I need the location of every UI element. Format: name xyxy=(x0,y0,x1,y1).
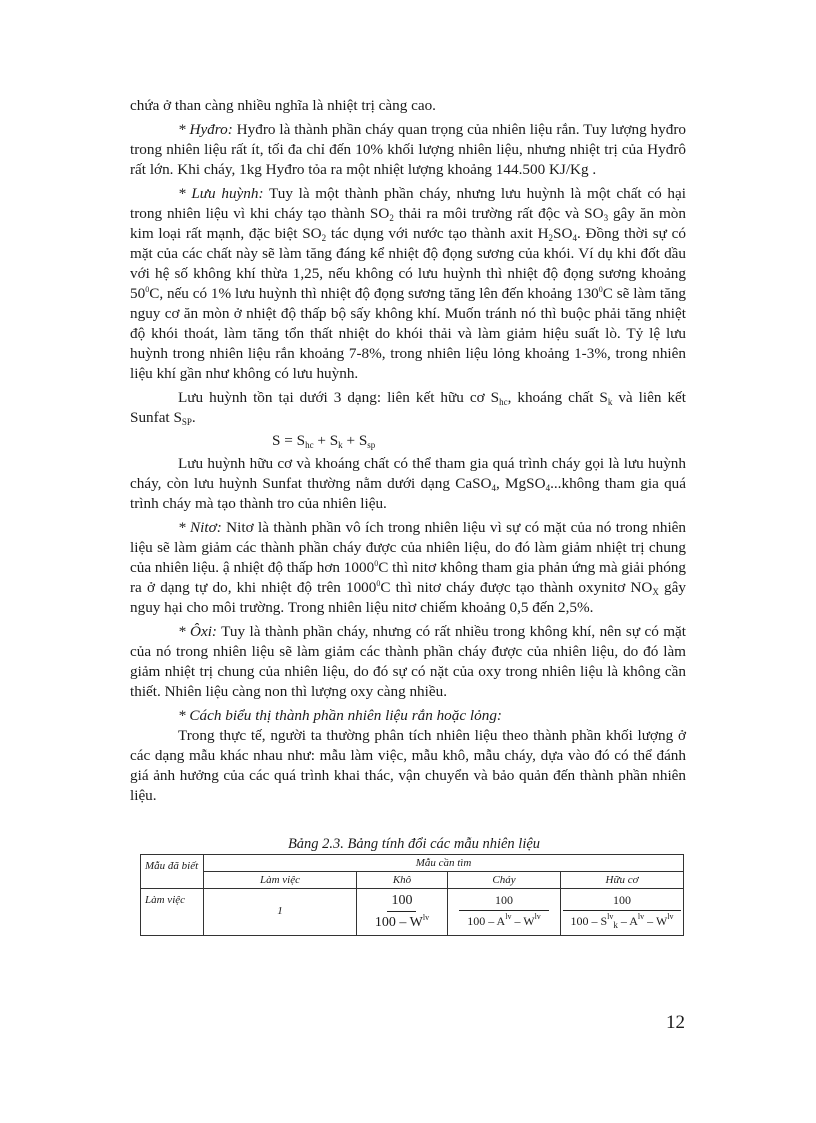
subscript: SP xyxy=(181,417,192,427)
subscript: hc xyxy=(499,397,508,407)
denominator-text: – W xyxy=(644,914,668,928)
superscript: lv xyxy=(505,912,512,921)
oxygen-heading: * Ôxi: xyxy=(178,623,217,640)
superscript: 0 xyxy=(145,285,150,294)
page-body xyxy=(130,96,686,936)
denominator-text: – W xyxy=(511,914,535,928)
superscript: lv xyxy=(607,912,614,921)
fraction-burn xyxy=(459,893,549,929)
fraction-numerator: 100 xyxy=(387,893,416,912)
hydro-text: Hyđro là thành phần cháy quan trọng của nhiên liệu rắn. Tuy lượng hyđro trong nhiên liệu rất ít, tối đa chỉ đến 10% khối lượng nhiên liệu, nhưng nhiệt trị của Hyđrô rất lớn. Khi cháy, 1kg Hyđro tỏa ra một nhiệt lượng khoảng 144.500 KJ/Kg . xyxy=(130,121,686,178)
denominator-text: 100 – S xyxy=(570,914,608,928)
denominator-text: 100 – W xyxy=(374,915,423,930)
sulfur-text: C, nếu có 1% lưu huỳnh thì nhiệt độ đọng sương tăng lên đến khoảng 130 xyxy=(149,285,599,302)
forms-text: . xyxy=(191,409,196,426)
group-header-cell xyxy=(204,855,684,872)
row-header-label: Mẫu đã biết xyxy=(145,860,199,872)
nitrogen-text: gây nguy hại cho môi trường. Trong nhiên liệu nitơ chiếm khoảng 0,5 đến 2,5%. xyxy=(130,579,686,616)
nitrogen-text: C thì nitơ không tham gia phản ứng mà giải phóng ra ở dạng tự do, khi nhiệt độ trên 1000 xyxy=(130,559,686,596)
superscript: 0 xyxy=(374,559,379,568)
column-header-label: Cháy xyxy=(492,874,516,886)
table-caption: Bảng 2.3. Bảng tính đổi các mẫu nhiên liệu xyxy=(287,836,541,852)
fraction-numerator: 100 xyxy=(459,893,549,911)
row-label: Làm việc xyxy=(145,894,186,906)
oxygen-text: Tuy là thành phần cháy, nhưng có rất nhiều trong không khí, nên sự có mặt của nó trong nhiên liệu sẽ làm giảm các thành phần cháy được của nhiên liệu, do đó làm giảm nhiệt trị chung của nhiên liệu, do đó sự có nặt của oxy trong nhiên liệu là không cần thiết. Nhiên liệu càng non thì lượng oxy càng nhiều. xyxy=(130,623,686,700)
column-header xyxy=(357,872,448,889)
subscript: sp xyxy=(367,440,376,450)
sulfur-text: SO xyxy=(553,225,573,242)
superscript: 0 xyxy=(376,579,381,588)
subscript: 2 xyxy=(548,233,554,243)
paragraph-method-heading xyxy=(130,706,686,726)
paragraph-organic-sulfur xyxy=(130,454,686,514)
table-header-row xyxy=(141,855,684,872)
table-row xyxy=(141,889,684,936)
sulfur-text: thải ra môi trường rất độc và SO xyxy=(393,205,604,222)
table-cell xyxy=(561,889,684,936)
sulfur-text: C sẽ làm tăng nguy cơ ăn mòn ở nhiệt độ thấp bộ sấy không khí. Muốn tránh nó thì buộc phải tăng nhiệt độ khói thoát, làm tăng tổn thất nhiệt do khói thải và làm giảm hiệu suất lò. Tỷ lệ lưu huỳnh trong nhiên liệu rắn khoảng 7-8%, trong nhiên liệu lỏng khoảng 1-3%, trong nhiên liệu khí gần như không có lưu huỳnh. xyxy=(130,285,687,382)
table-cell xyxy=(357,889,448,936)
subscript: k xyxy=(607,397,613,407)
superscript: 0 xyxy=(598,285,603,294)
group-header-label: Mẫu cần tìm xyxy=(415,857,472,869)
paragraph-sulfur-forms xyxy=(130,388,686,428)
nitrogen-text: C thì nitơ cháy được tạo thành oxynitơ NO xyxy=(380,579,653,596)
denominator-text: 100 – A xyxy=(467,914,506,928)
row-header-cell xyxy=(141,855,204,889)
subscript: 4 xyxy=(545,483,551,493)
organic-text: ...không tham gia quá trình cháy mà tạo thành tro của nhiên liệu. xyxy=(130,475,687,512)
denominator-text: – A xyxy=(617,914,638,928)
subscript: 4 xyxy=(491,483,497,493)
table-cell xyxy=(448,889,561,936)
cell-value: 1 xyxy=(277,905,283,917)
fraction-denominator xyxy=(375,912,429,931)
column-header-label: Khô xyxy=(392,874,412,886)
table-cell xyxy=(204,889,357,936)
organic-text: , MgSO xyxy=(496,475,546,492)
column-header xyxy=(204,872,357,889)
subscript: k xyxy=(613,920,618,930)
table-column-row xyxy=(141,872,684,889)
paragraph-practice: Trong thực tế, người ta thường phân tích nhiên liệu theo thành phần khối lượng ở các dạng mẫu khác nhau như: mẫu làm việc, mẫu khô, mẫu cháy, dựa vào đó có thể đánh giá ảnh hưởng của các quá trình khai thác, vận chuyển và bảo quản đến thành phần nhiên liệu. xyxy=(130,727,686,804)
superscript: lv xyxy=(667,912,674,921)
fraction-dry xyxy=(375,893,429,931)
subscript: 2 xyxy=(389,213,394,223)
column-header xyxy=(561,872,684,889)
hydro-heading: * Hyđro: xyxy=(178,121,233,138)
formula-text: + S xyxy=(313,432,339,449)
paragraph-nitrogen xyxy=(130,518,686,618)
paragraph-hydro xyxy=(130,120,686,180)
superscript: lv xyxy=(422,913,430,922)
paragraph-intro: chứa ở than càng nhiều nghĩa là nhiệt trị càng cao. xyxy=(130,97,436,114)
conversion-table xyxy=(140,854,684,936)
sulfur-text: . Đồng thời sự có mặt của các chất này sẽ làm tăng đáng kể nhiệt độ đọng sương của khói. Ví dụ khi đốt dầu với hệ số không khí thừa 1,25, nếu không có lưu huỳnh thì nhiệt độ đọng sương khoảng 50 xyxy=(130,225,686,302)
superscript: lv xyxy=(534,912,541,921)
row-label-cell xyxy=(141,889,204,936)
sulfur-text: gây ăn mòn kim loại rất mạnh, đặc biệt SO xyxy=(130,205,686,242)
subscript: hc xyxy=(305,440,314,450)
fraction-denominator xyxy=(570,911,673,929)
fraction-denominator xyxy=(467,911,541,929)
sulfur-text: Tuy là một thành phần cháy, nhưng lưu huỳnh là một chất có hại trong nhiên liệu vì khi cháy tạo thành SO xyxy=(130,185,686,222)
subscript: X xyxy=(652,587,659,597)
paragraph-oxygen xyxy=(130,622,686,702)
column-header-label: Hữu cơ xyxy=(605,874,639,886)
nitrogen-text: Nitơ là thành phần vô ích trong nhiên liệu vì sự có mặt của nó trong nhiên liệu sẽ làm giảm các thành phần cháy được của nhiên liệu, do đó làm giảm nhiệt trị chung của nhiên liệu. ậ nhiệt độ thấp hơn 1000 xyxy=(130,519,686,576)
organic-text: Lưu huỳnh hữu cơ và khoáng chất có thể tham gia quá trình cháy gọi là lưu huỳnh cháy, còn lưu huỳnh Sunfat thường nằm dưới dạng CaSO xyxy=(130,455,686,492)
column-header xyxy=(448,872,561,889)
nitrogen-heading: * Nitơ: xyxy=(178,519,222,536)
forms-text: Lưu huỳnh tồn tại dưới 3 dạng: liên kết hữu cơ S xyxy=(178,389,500,406)
forms-text: , khoáng chất S xyxy=(507,389,608,406)
sulfur-text: tác dụng với nước tạo thành axit H xyxy=(326,225,549,242)
subscript: 3 xyxy=(603,213,609,223)
subscript: 2 xyxy=(321,233,327,243)
superscript: lv xyxy=(637,912,645,921)
method-heading: * Cách biểu thị thành phần nhiên liệu rắn hoặc lỏng: xyxy=(178,707,502,724)
paragraph-sulfur xyxy=(130,184,686,384)
page-number: 12 xyxy=(666,1012,685,1033)
subscript: k xyxy=(338,440,343,450)
sulfur-heading: * Lưu huỳnh: xyxy=(178,185,264,202)
formula-text: S = S xyxy=(272,432,306,449)
sulfur-formula xyxy=(130,431,686,451)
fraction-organic xyxy=(563,893,681,929)
fraction-numerator: 100 xyxy=(563,893,681,911)
forms-text: và liên kết Sunfat S xyxy=(130,389,686,426)
column-header-label: Làm việc xyxy=(259,874,300,886)
subscript: 4 xyxy=(572,233,577,243)
formula-text: + S xyxy=(342,432,368,449)
